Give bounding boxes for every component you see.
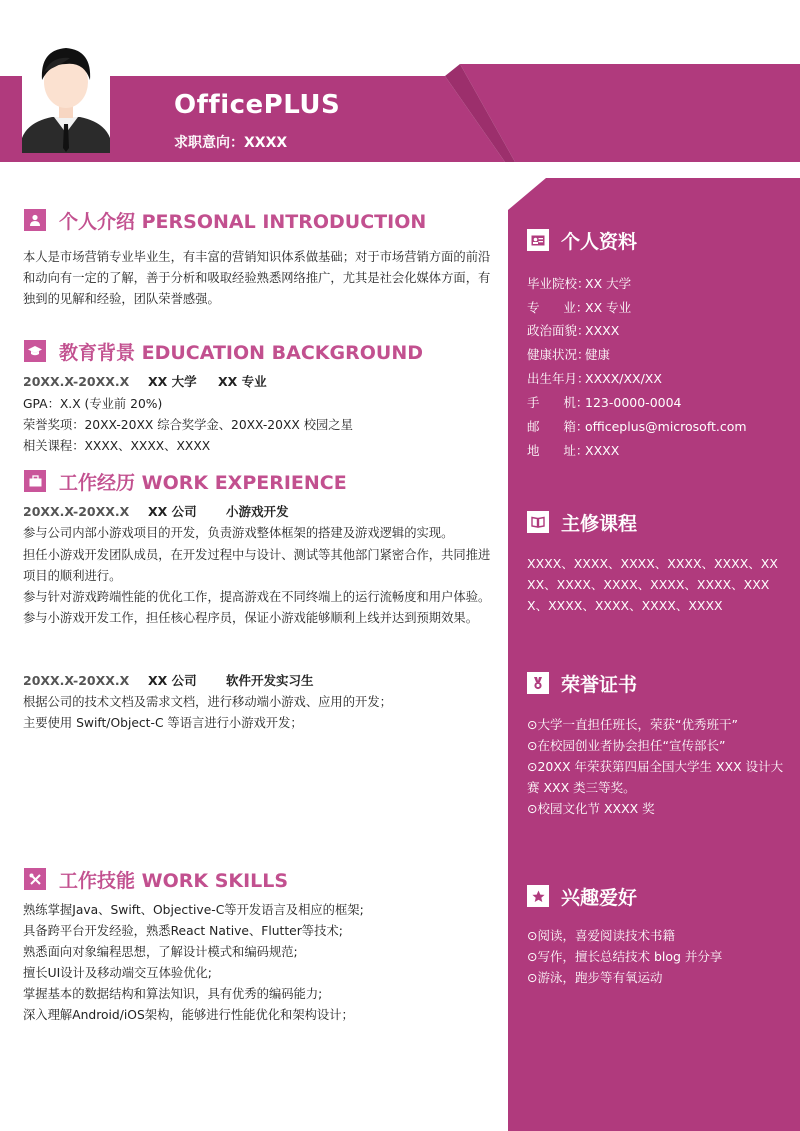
section-header-work [24, 468, 347, 494]
job-company: XX 公司 [148, 504, 197, 519]
education-line: 相关课程：XXXX、XXXX、XXXX [23, 439, 211, 453]
sidebar-title-profile: 个人资料 [561, 230, 638, 253]
job-intent: 求职意向：XXXX [174, 135, 288, 151]
sidebar-title-honors: 荣誉证书 [561, 673, 638, 696]
honors-list [527, 714, 787, 819]
sidebar-panel [508, 178, 800, 1131]
job-header [23, 671, 314, 691]
hobbies-list [527, 925, 787, 988]
job-line: 项目的顺利进行。 [23, 569, 122, 583]
job-line: 主要使用 Swift/Object-C 等语言进行小游戏开发； [23, 716, 303, 730]
profile-row: 邮 箱：officeplus@microsoft.com [527, 419, 747, 434]
sidebar-header-honors [527, 670, 637, 696]
skill-line: 具备跨平台开发经验，熟悉React Native、Flutter等技术; [23, 924, 343, 938]
profile-row: 健康状况：健康 [527, 347, 611, 362]
education-header [23, 372, 267, 392]
intro-text: 本人是市场营销专业毕业生，有丰富的营销知识体系做基础；对于市场营销方面的前沿和动向有一定的了解，善于分析和吸取经验熟悉网络推广，尤其是社会化媒体方面，有独到的见解和经验，团队荣誉感强。 [23, 250, 491, 306]
education-major: XX 专业 [218, 374, 267, 389]
job-header [23, 502, 289, 522]
avatar [22, 38, 110, 153]
candidate-name: OfficePLUS [174, 90, 341, 120]
graduation-cap-icon [24, 340, 46, 362]
section-header-education [24, 338, 423, 364]
education-line: 荣誉奖项：20XX-20XX 综合奖学金、20XX-20XX 校园之星 [23, 418, 353, 432]
job-line: 根据公司的技术文档及需求文档，进行移动端小游戏、应用的开发； [23, 695, 392, 709]
sidebar-header-profile [527, 227, 637, 253]
list-item: ⊙20XX 年荣获第四届全国大学生 XXX 设计大赛 XXX 类三等奖。 [527, 759, 784, 795]
job-line: 担任小游戏开发团队成员，在开发过程中与设计、测试等其他部门紧密合作，共同推进 [23, 548, 491, 562]
job-line: 参与公司内部小游戏项目的开发，负责游戏整体框架的搭建及游戏逻辑的实现。 [23, 526, 454, 540]
skill-line: 掌握基本的数据结构和算法知识，具有优秀的编码能力; [23, 987, 323, 1001]
sidebar-title-courses: 主修课程 [561, 512, 638, 535]
sidebar-header-courses [527, 509, 637, 535]
list-item: ⊙在校园创业者协会担任“宣传部长” [527, 738, 726, 753]
list-item: ⊙写作，擅长总结技术 blog 并分享 [527, 949, 723, 964]
profile-row: 毕业院校：XX 大学 [527, 276, 632, 291]
id-card-icon [527, 229, 549, 251]
job-role: 小游戏开发 [226, 504, 289, 519]
section-title-education: 教育背景 EDUCATION BACKGROUND [59, 341, 423, 364]
section-title-skills: 工作技能 WORK SKILLS [59, 869, 289, 892]
skill-line: 擅长UI设计及移动端交互体验优化; [23, 966, 212, 980]
profile-row: 地 址：XXXX [527, 443, 620, 458]
job-date: 20XX.X-20XX.X [23, 673, 130, 688]
job-company: XX 公司 [148, 673, 197, 688]
education-line: GPA：X.X (专业前 20%) [23, 397, 163, 411]
list-item: ⊙大学一直担任班长，荣获“优秀班干” [527, 717, 738, 732]
profile-row: 政治面貌：XXXX [527, 323, 620, 338]
book-icon [527, 511, 549, 533]
skill-line: 熟练掌握Java、Swift、Objective-C等开发语言及相应的框架; [23, 903, 364, 917]
star-icon [527, 885, 549, 907]
job-role: 软件开发实习生 [226, 673, 314, 688]
profile-row: 出生年月：XXXX/XX/XX [527, 371, 662, 386]
tools-icon [24, 868, 46, 890]
header-band [0, 0, 800, 170]
section-title-work: 工作经历 WORK EXPERIENCE [59, 471, 347, 494]
skill-line: 深入理解Android/iOS架构，能够进行性能优化和架构设计； [23, 1008, 354, 1022]
education-school: XX 大学 [148, 374, 197, 389]
briefcase-icon [24, 470, 46, 492]
list-item: ⊙游泳，跑步等有氧运动 [527, 970, 663, 985]
courses-text: XXXX、XXXX、XXXX、XXXX、XXXX、XXXX、XXXX、XXXX、XXXX、XXXX、XXXX、XXXX、XXXX、XXXX、XXXX [527, 556, 778, 613]
education-date: 20XX.X-20XX.X [23, 374, 130, 389]
section-header-intro [24, 207, 426, 233]
sidebar-title-hobbies: 兴趣爱好 [561, 886, 638, 909]
person-icon [24, 209, 46, 231]
job-line: 参与小游戏开发工作，担任核心程序员，保证小游戏能够顺利上线并达到预期效果。 [23, 611, 478, 625]
profile-row: 手 机：123-0000-0004 [527, 395, 682, 410]
skill-line: 熟悉面向对象编程思想，了解设计模式和编码规范; [23, 945, 298, 959]
job-line: 参与针对游戏跨端性能的优化工作，提高游戏在不同终端上的运行流畅度和用户体验。 [23, 590, 491, 604]
list-item: ⊙阅读，喜爱阅读技术书籍 [527, 928, 675, 943]
list-item: ⊙校园文化节 XXXX 奖 [527, 801, 655, 816]
job-date: 20XX.X-20XX.X [23, 504, 130, 519]
sidebar-header-hobbies [527, 883, 637, 909]
section-header-skills [24, 866, 288, 892]
profile-row: 专 业：XX 专业 [527, 300, 632, 315]
medal-icon [527, 672, 549, 694]
section-title-intro: 个人介绍 PERSONAL INTRODUCTION [59, 210, 427, 233]
